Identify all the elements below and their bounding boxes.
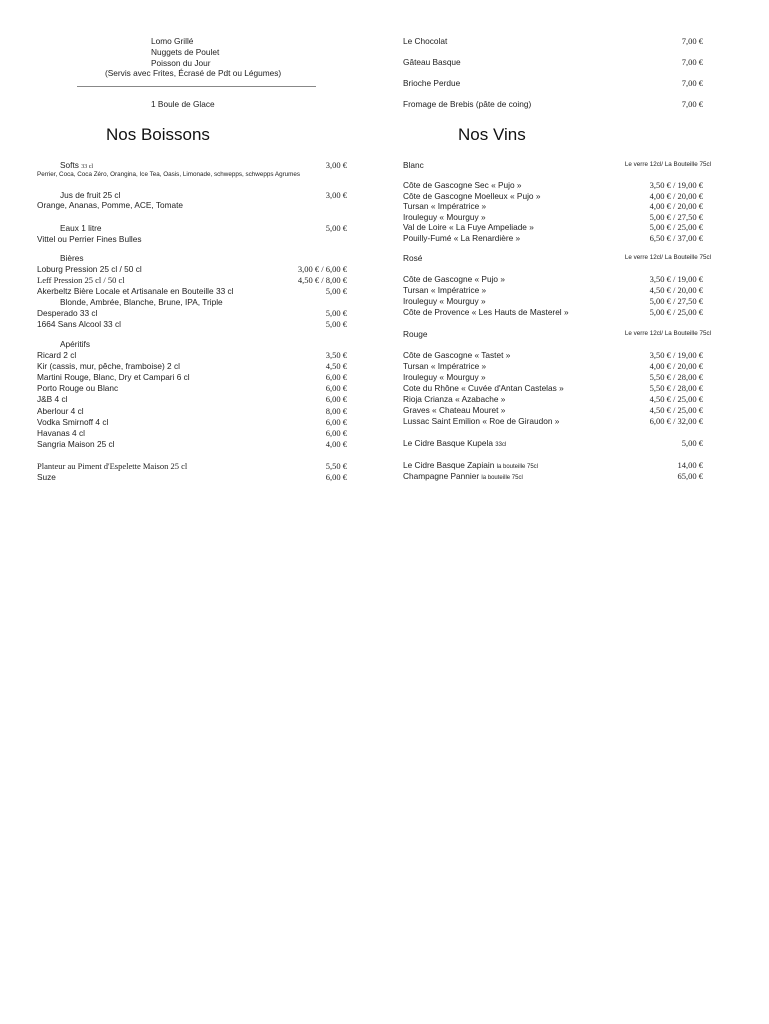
menu-item-price: 6,00 € (325, 372, 347, 383)
menu-item-price: 6,00 € / 32,00 € (649, 416, 703, 426)
softs-size: 33 cl (81, 164, 94, 170)
biere-price: 5,00 € (325, 308, 347, 318)
menu-item-name: Lussac Saint Emilion « Roe de Giraudon » (403, 416, 560, 426)
cidre-price: 14,00 € (677, 460, 703, 470)
menu-item-name: Cote du Rhône « Cuvée d'Antan Castelas » (403, 383, 564, 393)
biere-price: 3,00 € / 6,00 € (297, 264, 347, 274)
rouge-title: Rouge (403, 329, 428, 339)
price-column-header: Le verre 12cl/ La Bouteille 75cl (624, 254, 711, 261)
menu-item-name: Côte de Gascogne « Tastet » (403, 350, 511, 360)
menu-item-name: Irouleguy « Mourguy » (403, 211, 486, 222)
bieres-title: Bières (60, 253, 84, 263)
autre-price: 6,00 € (325, 472, 347, 482)
biere-name: Desperado 33 cl (37, 308, 98, 318)
menu-item-name: Kir (cassis, mur, pêche, framboise) 2 cl (37, 361, 180, 372)
section-title-boissons: Nos Boissons (106, 125, 210, 144)
softs-detail: Perrier, Coca, Coca Zéro, Orangina, Ice Tea, Oasis, Limonade, schwepps, schwepps Agrumes (37, 171, 301, 178)
menu-item-name: Sangria Maison 25 cl (37, 438, 115, 449)
plat-note: (Servis avec Frites, Écrasé de Pdt ou Légumes) (105, 68, 282, 78)
eaux-detail: Vittel ou Perrier Fines Bulles (37, 234, 142, 244)
section-title-vins: Nos Vins (458, 125, 526, 144)
plat-item: Lomo Grillé (151, 36, 194, 46)
menu-item-name: Côte de Gascogne Sec « Pujo » (403, 180, 522, 190)
plat-item: Nuggets de Poulet (151, 47, 220, 57)
biere-price: 5,00 € (325, 286, 347, 296)
biere-name: Loburg Pression 25 cl / 50 cl (37, 264, 142, 274)
cidre-price: 5,00 € (681, 438, 703, 448)
menu-item-price: 4,00 € (325, 438, 347, 449)
akerbeltz-types: Blonde, Ambrée, Blanche, Brune, IPA, Triple (60, 297, 223, 307)
menu-item-name: Rioja Crianza « Azabache » (403, 394, 506, 404)
menu-item-name: Graves « Chateau Mouret » (403, 405, 506, 415)
menu-item-price: 3,50 € (325, 350, 347, 360)
menu-item-price: 6,00 € (325, 383, 347, 394)
plat-item: Poisson du Jour (151, 58, 211, 68)
dessert-name: Brioche Perdue (403, 78, 461, 88)
menu-item-price: 4,00 € / 20,00 € (649, 201, 703, 211)
price-column-header: Le verre 12cl/ La Bouteille 75cl (624, 330, 711, 337)
menu-item-price: 4,00 € / 20,00 € (649, 361, 703, 371)
dessert-price: 7,00 € (681, 57, 703, 67)
menu-item-price: 5,00 € / 27,50 € (649, 211, 703, 222)
softs-name: Softs (60, 160, 79, 170)
menu-item-name: Côte de Gascogne Moelleux « Pujo » (403, 190, 541, 201)
menu-item-name: J&B 4 cl (37, 394, 68, 405)
menu-item-name: Irouleguy « Mourguy » (403, 372, 486, 382)
menu-item-name: Tursan « Impératrice » (403, 285, 487, 295)
menu-item-price: 4,50 € / 25,00 € (649, 394, 703, 404)
biere-name: Akerbeltz Bière Locale et Artisanale en Bouteille 33 cl (37, 286, 234, 296)
autre-name: Planteur au Piment d'Espelette Maison 25 cl (37, 461, 188, 471)
biere-price: 5,00 € (325, 319, 347, 329)
menu-item-price: 5,00 € / 25,00 € (649, 222, 703, 232)
menu-item-price: 4,50 € (325, 361, 347, 372)
glace-item: 1 Boule de Glace (151, 99, 215, 109)
dessert-name: Gâteau Basque (403, 57, 461, 67)
jus-price: 3,00 € (325, 190, 347, 200)
dessert-price: 7,00 € (681, 99, 703, 109)
menu-item-price: 6,50 € / 37,00 € (649, 232, 703, 243)
champagne-name: Champagne Pannier la bouteille 75cl (403, 471, 523, 481)
autre-name: Suze (37, 472, 56, 482)
biere-price: 4,50 € / 8,00 € (297, 275, 347, 285)
biere-name: 1664 Sans Alcool 33 cl (37, 319, 121, 329)
dessert-name: Fromage de Brebis (pâte de coing) (403, 99, 532, 109)
menu-item-name: Vodka Smirnoff 4 cl (37, 416, 109, 427)
autre-price: 5,50 € (325, 461, 347, 471)
eaux-price: 5,00 € (325, 223, 347, 233)
menu-item-price: 4,00 € / 20,00 € (649, 190, 703, 201)
menu-item-name: Porto Rouge ou Blanc (37, 383, 119, 394)
eaux-name: Eaux 1 litre (60, 223, 102, 233)
menu-item-name: Havanas 4 cl (37, 427, 85, 438)
divider (77, 86, 316, 87)
rose-title: Rosé (403, 253, 423, 263)
menu-item-price: 8,00 € (325, 405, 347, 416)
menu-item-price: 3,50 € / 19,00 € (649, 350, 703, 360)
menu-item-price: 6,00 € (325, 427, 347, 438)
menu-item-price: 5,50 € / 28,00 € (649, 383, 703, 393)
champagne-price: 65,00 € (677, 471, 703, 481)
menu-item-name: Ricard 2 cl (37, 350, 77, 360)
menu-item-name: Val de Loire « La Fuye Ampeliade » (403, 222, 534, 232)
dessert-name: Le Chocolat (403, 36, 448, 46)
menu-item-name: Pouilly-Fumé « La Renardière » (403, 232, 521, 243)
menu-item-price: 6,00 € (325, 416, 347, 427)
menu-item-name: Côte de Provence « Les Hauts de Masterel » (403, 307, 569, 317)
menu-item-name: Aberlour 4 cl (37, 405, 84, 416)
menu-item-name: Martini Rouge, Blanc, Dry et Campari 6 cl (37, 372, 190, 383)
cidre-name: Le Cidre Basque Kupela 33cl (403, 438, 507, 448)
softs-price: 3,00 € (325, 160, 347, 170)
menu-item-name: Tursan « Impératrice » (403, 361, 487, 371)
jus-name: Jus de fruit 25 cl (60, 190, 121, 200)
dessert-price: 7,00 € (681, 78, 703, 88)
menu-item-price: 3,50 € / 19,00 € (649, 180, 703, 190)
menu-item-name: Côte de Gascogne « Pujo » (403, 274, 505, 284)
dessert-price: 7,00 € (681, 36, 703, 46)
biere-name: Leff Pression 25 cl / 50 cl (37, 275, 125, 285)
jus-detail: Orange, Ananas, Pomme, ACE, Tomate (37, 200, 184, 210)
menu-item-price: 3,50 € / 19,00 € (649, 274, 703, 284)
menu-item-name: Tursan « Impératrice » (403, 201, 487, 211)
menu-item-name: Irouleguy « Mourguy » (403, 296, 486, 306)
cidre-name: Le Cidre Basque Zapiain la bouteille 75cl (403, 460, 539, 470)
menu-item-price: 6,00 € (325, 394, 347, 405)
menu-item-price: 4,50 € / 25,00 € (649, 405, 703, 415)
price-column-header: Le verre 12cl/ La Bouteille 75cl (624, 161, 711, 168)
menu-item-price: 5,00 € / 27,50 € (649, 296, 703, 306)
menu-item-price: 5,50 € / 28,00 € (649, 372, 703, 382)
aperitifs-title: Apéritifs (60, 339, 90, 349)
blanc-title: Blanc (403, 160, 424, 170)
menu-item-price: 4,50 € / 20,00 € (649, 285, 703, 295)
menu-item-price: 5,00 € / 25,00 € (649, 307, 703, 317)
